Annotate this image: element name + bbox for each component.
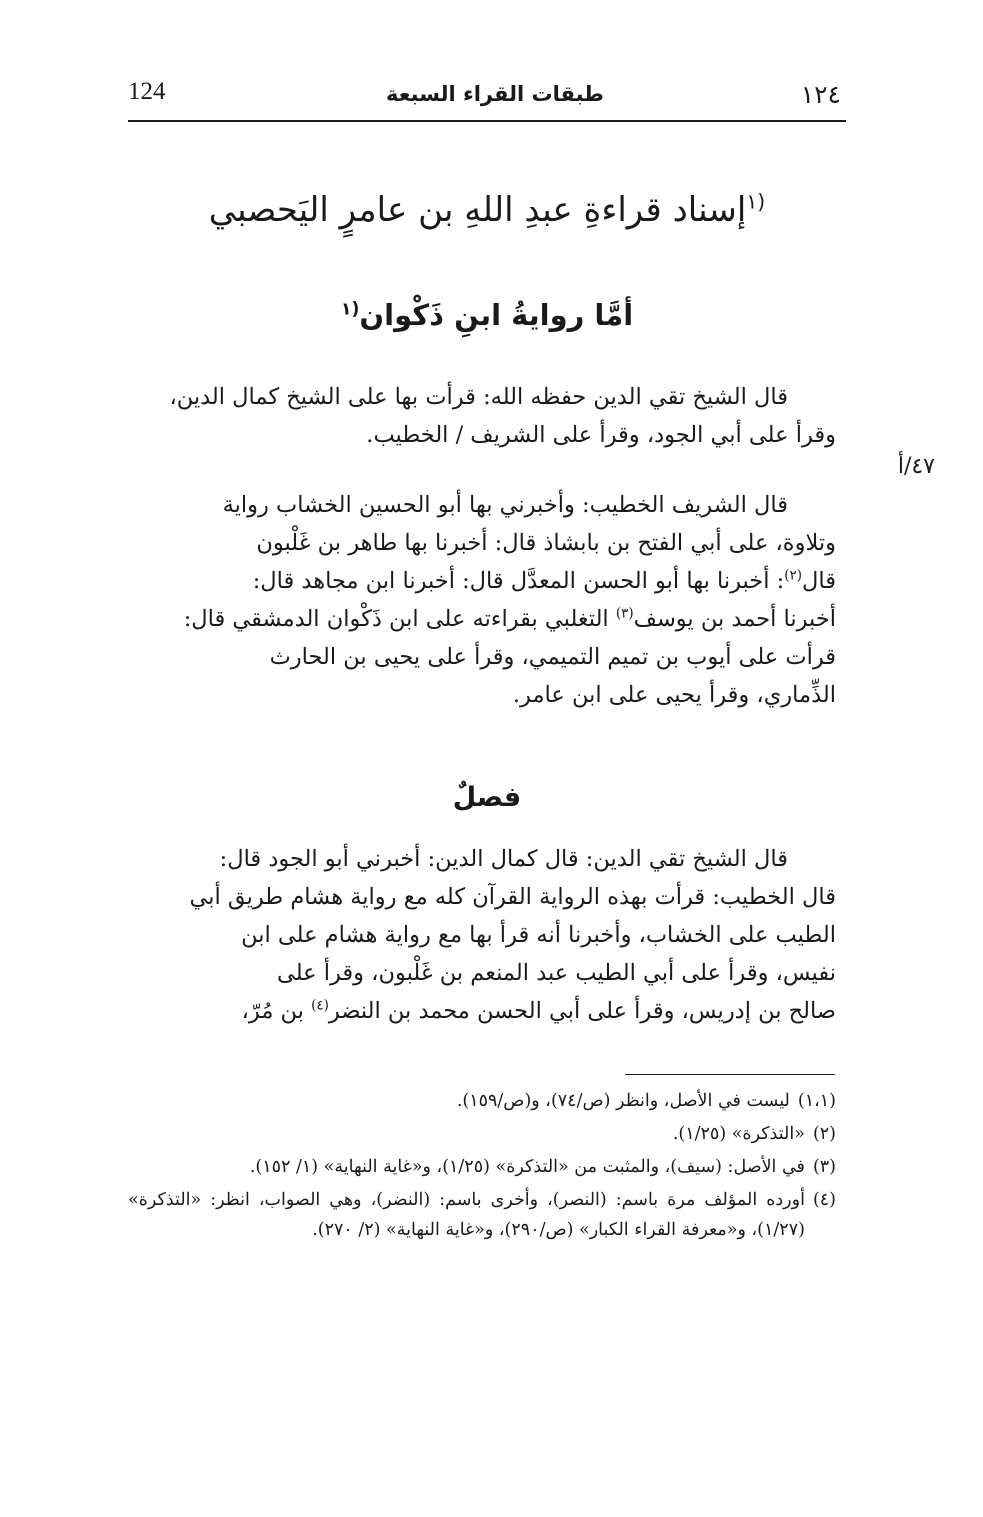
chapter-heading-text: إسناد قراءةِ عبدِ اللهِ بن عامرٍ اليَحصبي <box>208 190 747 230</box>
paragraph-line: قرأت على أيوب بن تميم التميمي، وقرأ على يحيى بن الحارث <box>269 644 836 670</box>
footnote-ref-4: (٤) <box>311 997 329 1014</box>
footnote-ref-2: (٢) <box>784 567 803 584</box>
footnote-number: (٤) <box>812 1190 836 1210</box>
paragraph-line: الذِّماري، وقرأ يحيى على ابن عامر. <box>512 682 836 708</box>
footnote-text: أورده المؤلف مرة باسم: (النصر)، وأخرى باسم: (النضر)، وهي الصواب، انظر: «التذكرة» (١/٢٧)، و«معرفة القراء الكبار» (ص/٢٩٠)، و«غاية النهاية» (٢/ ٢٧٠). <box>128 1190 805 1240</box>
footnote-text: ليست في الأصل، وانظر (ص/٧٤)، و(ص/١٥٩). <box>456 1091 790 1111</box>
paragraph-line: قال الشيخ تقي الدين: قال كمال الدين: أخبرني أبو الجود قال: <box>219 846 788 872</box>
footnotes <box>128 1086 836 1245</box>
section-heading <box>128 298 846 332</box>
section-note-ref: (١ <box>340 299 360 320</box>
paragraph-line: قال الشيخ تقي الدين حفظه الله: قرأت بها على الشيخ كمال الدين، <box>169 384 788 410</box>
fasl-heading: فصلٌ <box>452 782 522 813</box>
text-run: قال <box>802 568 836 594</box>
paragraph-line: قال الشريف الخطيب: وأخبرني بها أبو الحسين الخشاب رواية <box>222 492 788 518</box>
paragraph-2 <box>128 486 836 714</box>
footnote-number: (٢) <box>812 1124 836 1144</box>
paragraph-line <box>128 992 836 1030</box>
footnote-text: في الأصل: (سيف)، والمثبت من «التذكرة» (١/٢٥)، و«غاية النهاية» (١/ ١٥٢). <box>249 1157 805 1177</box>
text-run: أخبرنا أحمد بن يوسف <box>633 606 836 632</box>
text-run: : أخبرنا بها أبو الحسن المعدَّل قال: أخبرنا ابن مجاهد قال: <box>252 568 785 594</box>
running-title: طبقات القراء السبعة <box>386 82 604 106</box>
text-run: بن مُرّ، <box>241 998 312 1024</box>
paragraph-line: نفيس، وقرأ على أبي الطيب عبد المنعم بن غَلْبون، وقرأ على <box>276 960 836 986</box>
footnote-number: (١،١) <box>797 1091 836 1111</box>
paragraph-line: الطيب على الخشاب، وأخبرنا أنه قرأ بها مع رواية هشام على ابن <box>241 922 836 948</box>
text-run: صالح بن إدريس، وقرأ على أبي الحسن محمد بن النضر <box>328 998 836 1024</box>
paragraph-1 <box>128 378 836 454</box>
manuscript-folio-ref: ٤٧/أ <box>897 454 935 479</box>
footnote-3 <box>128 1152 836 1182</box>
paragraph-line: وقرأ على أبي الجود، وقرأ على الشريف / الخطيب. <box>366 422 836 448</box>
paragraph-line: قال الخطيب: قرأت بهذه الرواية القرآن كله مع رواية هشام طريق أبي <box>189 884 836 910</box>
page-number-latin: 124 <box>128 78 166 105</box>
section-heading-text: أمَّا روايةُ ابنِ ذَكْوان <box>359 298 634 332</box>
footnote-4 <box>128 1185 836 1245</box>
header-rule <box>128 120 846 122</box>
heading-note-ref: (١ <box>746 189 766 214</box>
footnote-rule <box>625 1074 835 1075</box>
page-number-arabic: ١٢٤ <box>800 80 841 109</box>
footnote-number: (٣) <box>812 1157 836 1177</box>
paragraph-3 <box>128 840 836 1030</box>
footnote-2 <box>128 1119 836 1149</box>
paragraph-line: وتلاوة، على أبي الفتح بن بابشاذ قال: أخبرنا بها طاهر بن غَلْبون <box>256 530 836 556</box>
paragraph-line <box>128 562 836 600</box>
paragraph-line <box>128 600 836 638</box>
text-run: التغلبي بقراءته على ابن ذَكْوان الدمشقي قال: <box>183 606 616 632</box>
footnote-ref-3: (٣) <box>615 605 634 622</box>
footnote-text: «التذكرة» (١/٢٥). <box>672 1124 805 1144</box>
footnote-1 <box>128 1086 836 1116</box>
chapter-heading <box>128 190 846 230</box>
